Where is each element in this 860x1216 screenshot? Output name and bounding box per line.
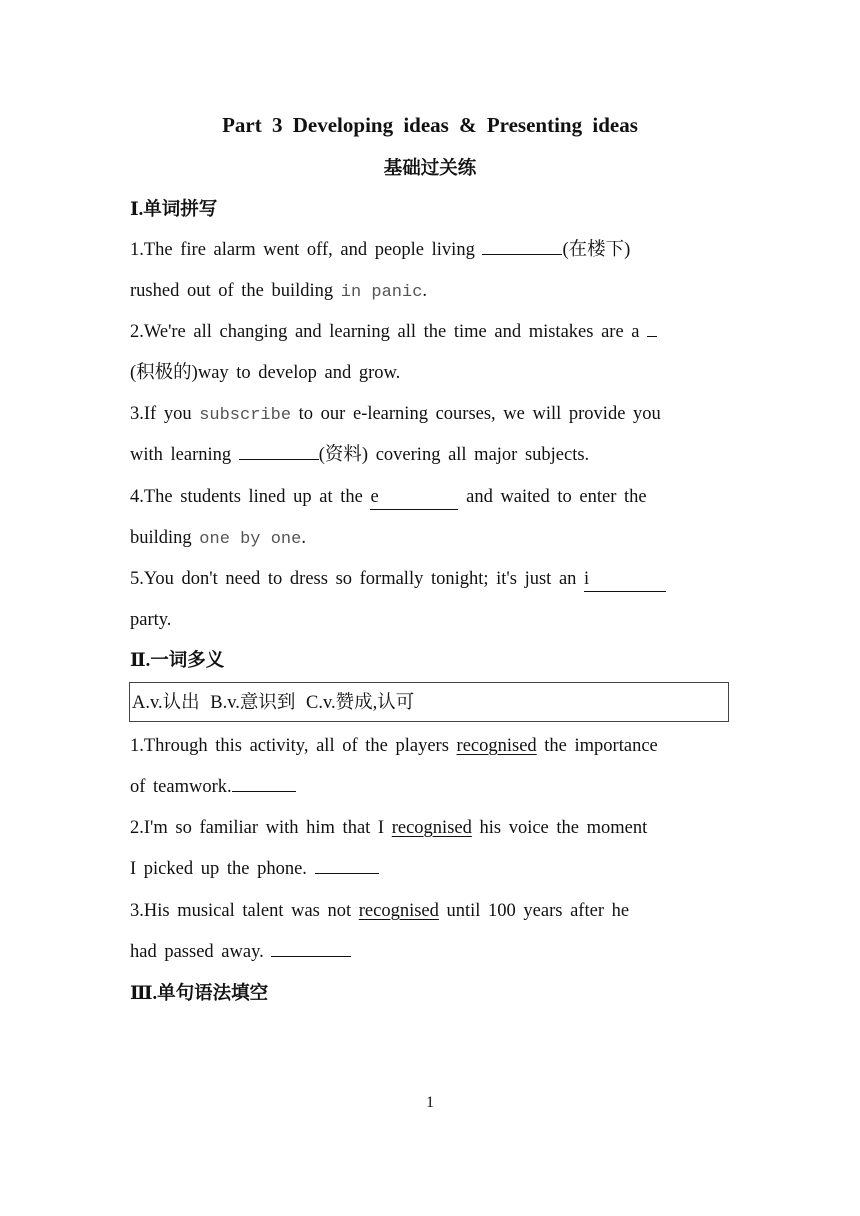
page-title: Part 3 Developing ideas & Presenting ideas [222,113,638,137]
initial-letter: i [584,569,590,589]
question-text: 2.We're all changing and learning all the time and mistakes are a [130,322,648,342]
target-word: recognised [358,901,439,921]
target-word: recognised [456,736,537,756]
answer-blank[interactable] [370,485,458,510]
polysemy-item-3-line-2 [130,940,351,964]
question-text: until 100 years after he [438,901,630,921]
polysemy-item-3-line-1 [130,899,629,923]
target-word: recognised [391,818,472,838]
answer-blank[interactable] [584,567,666,592]
question-text: 4.The students lined up at the [130,487,371,507]
section-numeral: Ⅱ. [130,651,151,671]
section-numeral: Ⅰ. [130,200,144,220]
section-title: 单句语法填空 [157,983,269,1004]
question-text: . [422,281,428,301]
initial-letter: e [370,487,379,507]
spelling-item-4-line-2 [130,526,306,552]
answer-blank[interactable] [647,320,657,337]
polysemy-item-2-line-1 [130,816,647,840]
section-title: 单词拼写 [143,199,218,220]
question-text: building [130,528,200,548]
question-text: to our e-learning courses, we will provide you [291,404,661,424]
question-text: and waited to enter the [458,487,647,507]
question-text: way to develop and grow. [197,363,401,383]
section-numeral: Ⅲ. [130,984,158,1004]
question-text: 3.If you [130,404,200,424]
polysemy-item-1-line-2 [130,775,296,799]
chinese-hint: (资料) [318,445,369,465]
spelling-item-2-line-1 [130,320,657,344]
spelling-item-5-line-2 [130,608,171,632]
answer-blank[interactable] [482,238,562,255]
question-text: 3.His musical talent was not [130,901,359,921]
question-text: had passed away. [130,942,272,962]
page-subtitle: 基础过关练 [383,158,477,179]
section-title: 一词多义 [150,650,225,671]
options-box [129,682,729,722]
spelling-item-4-line-1 [130,485,647,510]
spelling-item-3-line-1 [130,402,661,428]
question-text: of teamwork. [130,777,232,797]
chinese-hint: (积极的) [130,363,198,383]
polysemy-item-2-line-2 [130,857,379,881]
question-text: 2.I'm so familiar with him that I [130,818,392,838]
options-text: A.v.认出 B.v.意识到 C.v.赞成,认可 [132,693,415,713]
question-text: the importance [536,736,658,756]
chinese-hint: (在楼下) [562,240,631,260]
phrase-text: one by one [199,530,302,549]
question-text: 1.The fire alarm went off, and people living [130,240,483,260]
question-text: 5.You don't need to dress so formally tonight; it's just an [130,569,585,589]
spelling-item-2-line-2 [130,361,400,385]
answer-blank[interactable] [232,777,296,792]
question-text: 1.Through this activity, all of the players [130,736,457,756]
question-text: covering all major subjects. [368,445,590,465]
question-text: with learning [130,445,239,465]
answer-blank[interactable] [315,859,379,874]
page-number: 1 [426,1094,434,1111]
question-text: his voice the moment [471,818,648,838]
section-heading-grammar-fill [130,982,268,1006]
spelling-item-1-line-2 [130,279,427,305]
question-text: rushed out of the building [130,281,341,301]
answer-blank[interactable] [271,940,351,957]
section-heading-polysemy [130,649,224,673]
phrase-text: in panic [340,283,423,302]
polysemy-item-1-line-1 [130,734,658,758]
section-heading-spelling [130,198,217,222]
question-text: . [301,528,306,548]
spelling-item-3-line-2 [130,443,589,467]
question-text: party. [130,610,172,630]
answer-blank[interactable] [239,443,319,460]
question-text: I picked up the phone. [130,859,315,879]
spelling-item-5-line-1 [130,567,666,592]
spelling-item-1-line-1 [130,238,630,262]
word-text: subscribe [199,406,292,425]
